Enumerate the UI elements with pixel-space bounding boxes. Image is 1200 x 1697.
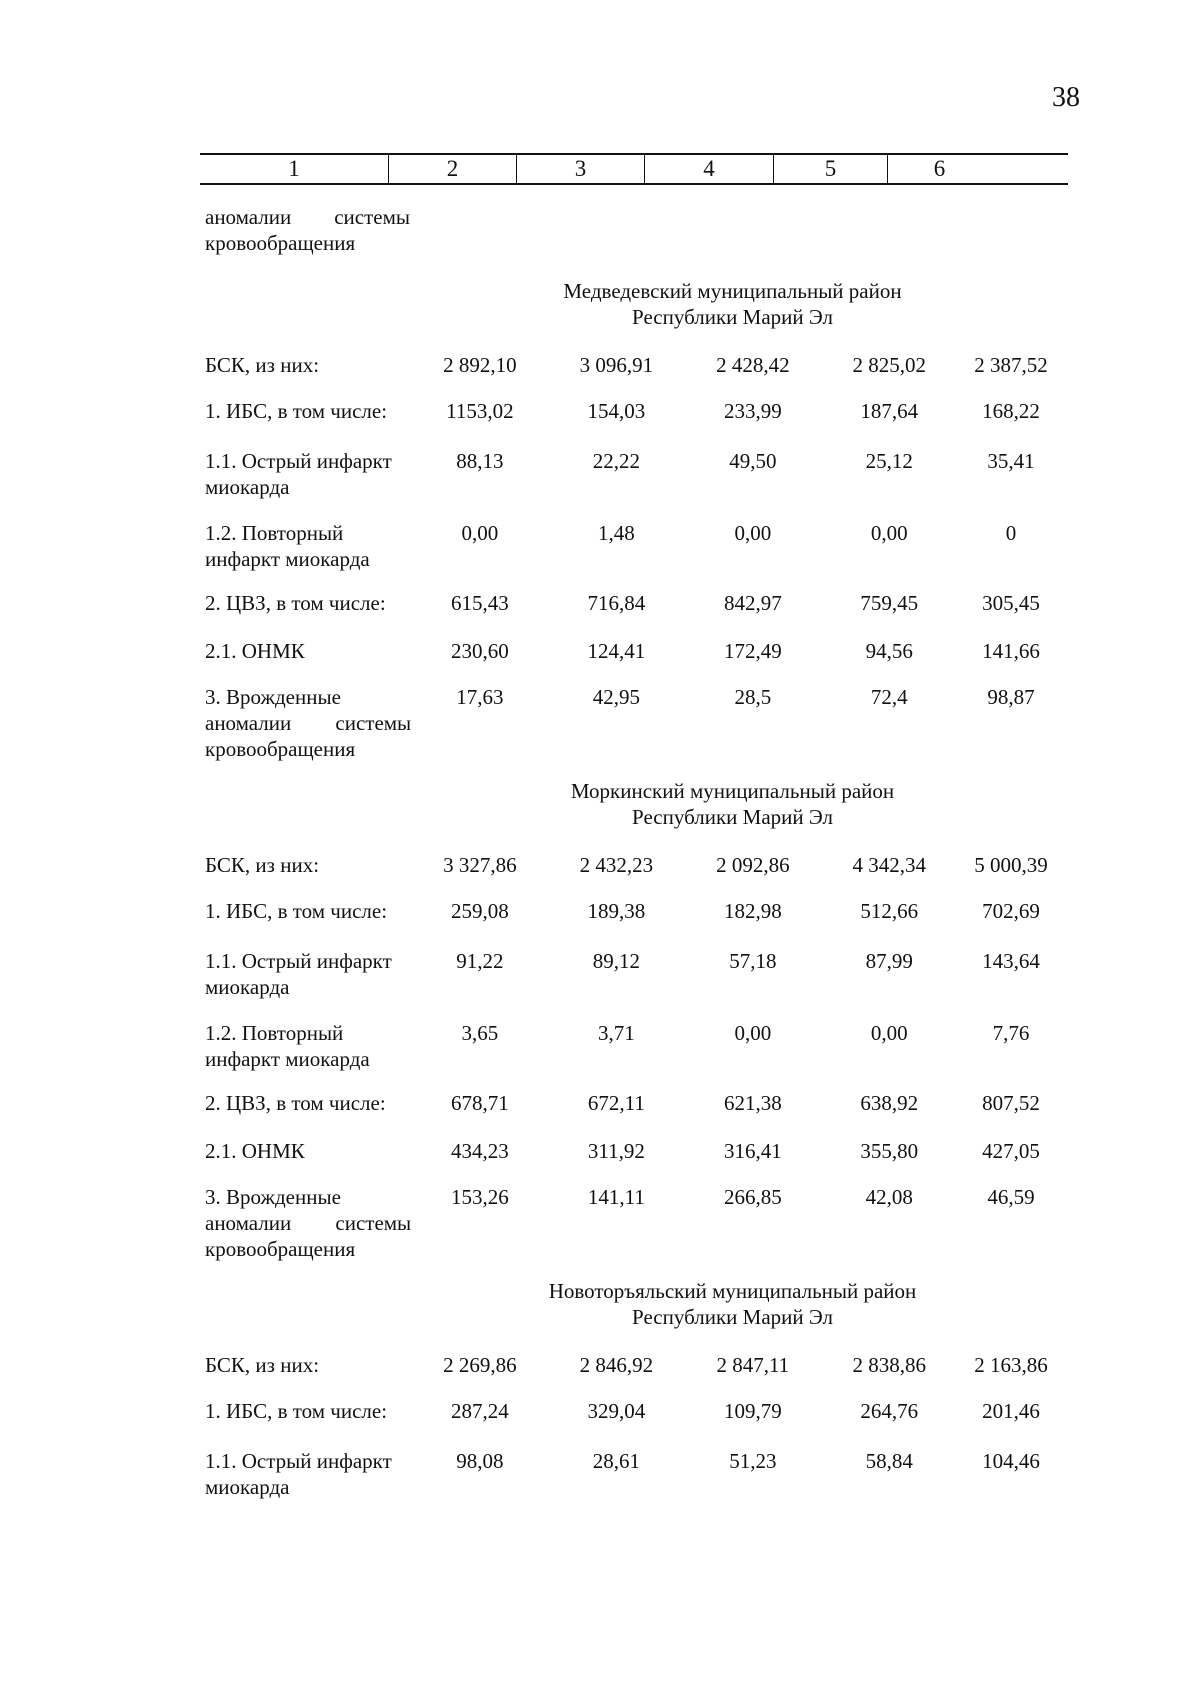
row-label-line: 1.2. Повторный (205, 521, 344, 545)
row-label-line: БСК, из них: (205, 1353, 320, 1377)
page-number: 38 (1052, 82, 1080, 113)
row-label (205, 352, 411, 378)
cell-value-col-3: 189,38 (587, 899, 646, 923)
row-label (205, 398, 411, 424)
cell-value-col-5: 87,99 (865, 949, 913, 973)
table-row (205, 898, 1065, 924)
row-label-line: 1.1. Острый инфаркт (205, 1449, 392, 1473)
column-header-1: 1 (288, 156, 300, 181)
cell-value-col-2: 287,24 (451, 1399, 509, 1423)
district-title-line: Новоторъяльский муниципальный район (548, 1279, 917, 1303)
row-label (205, 948, 411, 1000)
cell-value-col-3: 2 846,92 (579, 1353, 654, 1377)
district-title-line: Республики Марий Эл (632, 305, 833, 329)
row-label (205, 520, 411, 572)
column-header-5: 5 (773, 155, 887, 183)
cell-value-col-4: 57,18 (729, 949, 777, 973)
cell-value-col-3: 141,11 (587, 1185, 645, 1209)
table-row (205, 1138, 1065, 1164)
cell-value-col-6: 35,41 (987, 449, 1035, 473)
cell-value-col-2: 1153,02 (446, 399, 514, 423)
row-label (205, 1138, 411, 1164)
cell-value-col-2: 230,60 (451, 639, 509, 663)
district-section (205, 1278, 1065, 1500)
row-label-line: 3. Врожденные (205, 685, 341, 709)
row-label (205, 898, 411, 924)
cell-value-col-2: 98,08 (456, 1449, 504, 1473)
cell-value-col-5: 0,00 (870, 1021, 908, 1045)
table-row (205, 398, 1065, 424)
cell-value-col-6: 104,46 (982, 1449, 1040, 1473)
row-label-line: БСК, из них: (205, 353, 320, 377)
cell-value-col-5: 25,12 (865, 449, 913, 473)
cell-value-col-5: 2 825,02 (852, 353, 927, 377)
row-label-line: 1. ИБС, в том числе: (205, 899, 388, 923)
cell-value-col-2: 615,43 (451, 591, 509, 615)
cell-value-col-6: 46,59 (987, 1185, 1035, 1209)
continuation-line: кровообращения (205, 231, 356, 255)
cell-value-col-6: 702,69 (982, 899, 1040, 923)
row-label-line: 3. Врожденные (205, 1185, 341, 1209)
cell-value-col-5: 4 342,34 (852, 853, 927, 877)
cell-value-col-5: 355,80 (860, 1139, 919, 1163)
cell-value-col-4: 316,41 (723, 1139, 782, 1163)
column-header-6: 6 (887, 155, 991, 183)
cell-value-col-5: 58,84 (865, 1449, 913, 1473)
row-label (205, 590, 411, 616)
cell-value-col-3: 672,11 (587, 1091, 645, 1115)
cell-value-col-6: 201,46 (982, 1399, 1040, 1423)
district-title (205, 278, 1065, 330)
cell-value-col-3: 3 096,91 (579, 353, 654, 377)
column-header-3: 3 (516, 155, 644, 183)
row-label-line: 2. ЦВЗ, в том числе: (205, 1091, 386, 1115)
column-header-4: 4 (644, 155, 773, 183)
district-title-line: Медведевский муниципальный район (563, 279, 902, 303)
cell-value-col-2: 2 269,86 (443, 1353, 517, 1377)
cell-value-col-4: 2 428,42 (716, 353, 790, 377)
cell-value-col-4: 109,79 (723, 1399, 782, 1423)
table-row (205, 948, 1065, 1000)
cell-value-col-4: 51,23 (729, 1449, 777, 1473)
district-section (205, 778, 1065, 1262)
cell-value-col-4: 28,5 (734, 685, 772, 709)
cell-value-col-6: 427,05 (982, 1139, 1040, 1163)
row-label (205, 1184, 411, 1262)
cell-value-col-3: 2 432,23 (579, 853, 654, 877)
cell-value-col-2: 678,71 (451, 1091, 509, 1115)
cell-value-col-2: 88,13 (456, 449, 504, 473)
cell-value-col-2: 91,22 (456, 949, 504, 973)
row-label (205, 852, 411, 878)
cell-value-col-4: 233,99 (723, 399, 782, 423)
row-label-line: аномалии системы (205, 1211, 412, 1235)
continuation-line: аномалии системы (205, 205, 410, 229)
row-label-line: 1. ИБС, в том числе: (205, 1399, 388, 1423)
cell-value-col-3: 89,12 (592, 949, 640, 973)
cell-value-col-5: 0,00 (870, 521, 908, 545)
cell-value-col-6: 5 000,39 (974, 853, 1048, 877)
table-row (205, 590, 1065, 616)
cell-value-col-4: 0,00 (734, 1021, 772, 1045)
table-row (205, 638, 1065, 664)
cell-value-col-4: 0,00 (734, 521, 772, 545)
cell-value-col-6: 141,66 (982, 639, 1040, 663)
row-label-line: БСК, из них: (205, 853, 320, 877)
cell-value-col-6: 7,76 (992, 1021, 1030, 1045)
row-label (205, 448, 411, 500)
table-row (205, 1090, 1065, 1116)
cell-value-col-3: 42,95 (592, 685, 640, 709)
row-label-line: миокарда (205, 475, 290, 499)
cell-value-col-6: 2 387,52 (974, 353, 1048, 377)
cell-value-col-5: 94,56 (865, 639, 913, 663)
district-title-line: Моркинский муниципальный район (570, 779, 895, 803)
row-label-line: 2.1. ОНМК (205, 1139, 305, 1163)
table-row (205, 1398, 1065, 1424)
cell-value-col-2: 153,26 (451, 1185, 509, 1209)
cell-value-col-3: 1,48 (597, 521, 635, 545)
cell-value-col-5: 187,64 (860, 399, 919, 423)
district-title-line: Республики Марий Эл (632, 1305, 833, 1329)
continuation-label (205, 204, 410, 256)
cell-value-col-4: 49,50 (729, 449, 777, 473)
row-label (205, 638, 411, 664)
cell-value-col-3: 329,04 (587, 1399, 646, 1423)
row-label (205, 1352, 411, 1378)
table-row (205, 1448, 1065, 1500)
cell-value-col-5: 759,45 (860, 591, 919, 615)
cell-value-col-3: 3,71 (597, 1021, 635, 1045)
row-label-line: миокарда (205, 975, 290, 999)
cell-value-col-6: 305,45 (982, 591, 1040, 615)
table-row (205, 684, 1065, 762)
row-label (205, 1398, 411, 1424)
row-label-line: 1.1. Острый инфаркт (205, 449, 392, 473)
district-title (205, 778, 1065, 830)
cell-value-col-3: 154,03 (587, 399, 646, 423)
row-label-line: миокарда (205, 1475, 290, 1499)
table-row (205, 1020, 1065, 1072)
cell-value-col-5: 42,08 (865, 1185, 913, 1209)
cell-value-col-2: 17,63 (456, 685, 504, 709)
district-section (205, 278, 1065, 762)
cell-value-col-6: 807,52 (982, 1091, 1040, 1115)
cell-value-col-3: 311,92 (587, 1139, 645, 1163)
table-body (205, 204, 1065, 1500)
cell-value-col-5: 72,4 (870, 685, 908, 709)
cell-value-col-2: 3,65 (461, 1021, 499, 1045)
cell-value-col-4: 182,98 (723, 899, 782, 923)
row-label-line: 2.1. ОНМК (205, 639, 305, 663)
row-label-line: инфаркт миокарда (205, 547, 370, 571)
row-label-line: 2. ЦВЗ, в том числе: (205, 591, 386, 615)
table-row (205, 448, 1065, 500)
district-title-line: Республики Марий Эл (632, 805, 833, 829)
cell-value-col-5: 2 838,86 (852, 1353, 927, 1377)
row-label (205, 1020, 411, 1072)
row-label-line: аномалии системы (205, 711, 412, 735)
column-header-2: 2 (388, 155, 516, 183)
cell-value-col-6: 2 163,86 (974, 1353, 1048, 1377)
district-title (205, 1278, 1065, 1330)
row-label-line: 1.1. Острый инфаркт (205, 949, 392, 973)
cell-value-col-2: 3 327,86 (443, 853, 517, 877)
row-label (205, 684, 411, 762)
cell-value-col-4: 172,49 (723, 639, 782, 663)
cell-value-col-6: 143,64 (982, 949, 1040, 973)
cell-value-col-5: 512,66 (860, 899, 919, 923)
row-label-line: кровообращения (205, 1237, 356, 1261)
cell-value-col-2: 0,00 (461, 521, 499, 545)
table-row (205, 1352, 1065, 1378)
cell-value-col-4: 2 847,11 (716, 1353, 790, 1377)
row-label (205, 1448, 411, 1500)
cell-value-col-6: 168,22 (982, 399, 1040, 423)
row-label-line: кровообращения (205, 737, 356, 761)
cell-value-col-4: 266,85 (723, 1185, 782, 1209)
row-label (205, 1090, 411, 1116)
cell-value-col-5: 638,92 (860, 1091, 919, 1115)
cell-value-col-3: 22,22 (592, 449, 640, 473)
table-row (205, 520, 1065, 572)
column-header-row (200, 153, 1068, 185)
row-label-line: 1.2. Повторный (205, 1021, 344, 1045)
cell-value-col-6: 98,87 (987, 685, 1035, 709)
table-row (205, 1184, 1065, 1262)
table-row (205, 852, 1065, 878)
row-label-line: 1. ИБС, в том числе: (205, 399, 388, 423)
cell-value-col-4: 621,38 (723, 1091, 782, 1115)
cell-value-col-6: 0 (1005, 521, 1017, 545)
cell-value-col-2: 259,08 (451, 899, 509, 923)
cell-value-col-3: 124,41 (587, 639, 646, 663)
cell-value-col-4: 2 092,86 (716, 853, 790, 877)
cell-value-col-3: 716,84 (587, 591, 646, 615)
row-label-line: инфаркт миокарда (205, 1047, 370, 1071)
table-row (205, 352, 1065, 378)
cell-value-col-4: 842,97 (723, 591, 782, 615)
cell-value-col-5: 264,76 (860, 1399, 919, 1423)
cell-value-col-2: 434,23 (451, 1139, 509, 1163)
cell-value-col-3: 28,61 (592, 1449, 640, 1473)
cell-value-col-2: 2 892,10 (443, 353, 517, 377)
